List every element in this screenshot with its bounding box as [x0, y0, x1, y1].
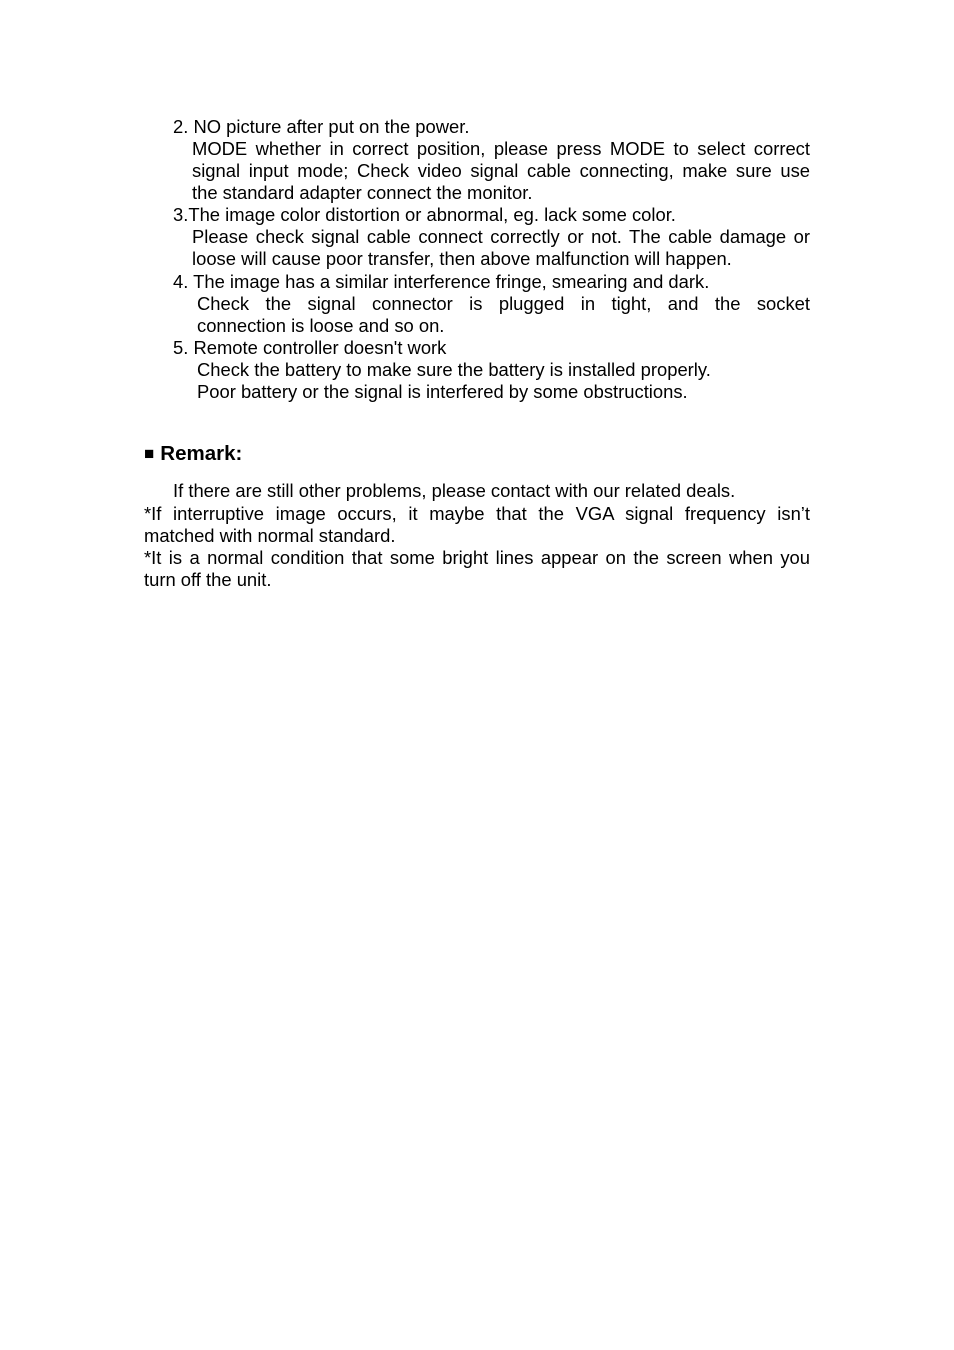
item-3-body [192, 226, 810, 270]
remark-note-2 [144, 547, 810, 591]
item-2-line-3: the standard adapter connect the monitor. [192, 182, 533, 203]
item-5-body [197, 359, 810, 403]
item-5-line-1: Check the battery to make sure the battery is installed properly. [197, 359, 711, 380]
item-3-title: 3.The image color distortion or abnormal, eg. lack some color. [173, 204, 676, 225]
remark-note-1-line-2: matched with normal standard. [144, 525, 396, 546]
item-2-line-1: MODE whether in correct position, please press MODE to select correct [192, 138, 810, 159]
item-4-body [197, 293, 810, 337]
item-2-line-2: signal input mode; Check video signal cable connecting, make sure use [192, 160, 810, 181]
item-5-line-2: Poor battery or the signal is interfered by some obstructions. [197, 381, 688, 402]
remark-heading-text: Remark: [160, 442, 243, 465]
item-4-line-1: Check the signal connector is plugged in tight, and the socket [197, 293, 810, 314]
remark-note-1-line-1: *If interruptive image occurs, it maybe that the VGA signal frequency isn’t [144, 503, 810, 524]
item-2-body [192, 138, 810, 204]
square-bullet-icon: ■ [144, 444, 155, 463]
remark-intro: If there are still other problems, please contact with our related deals. [173, 480, 736, 501]
item-2-title: 2. NO picture after put on the power. [173, 116, 470, 137]
remark-note-1 [144, 503, 810, 547]
remark-note-2-line-1: *It is a normal condition that some bright lines appear on the screen when you [144, 547, 810, 568]
item-3-line-1: Please check signal cable connect correctly or not. The cable damage or [192, 226, 810, 247]
remark-note-2-line-2: turn off the unit. [144, 569, 272, 590]
item-5-title: 5. Remote controller doesn't work [173, 337, 447, 358]
remark-heading [144, 441, 242, 467]
item-3-line-2: loose will cause poor transfer, then above malfunction will happen. [192, 248, 732, 269]
item-4-line-2: connection is loose and so on. [197, 315, 445, 336]
item-4-title: 4. The image has a similar interference fringe, smearing and dark. [173, 271, 710, 292]
